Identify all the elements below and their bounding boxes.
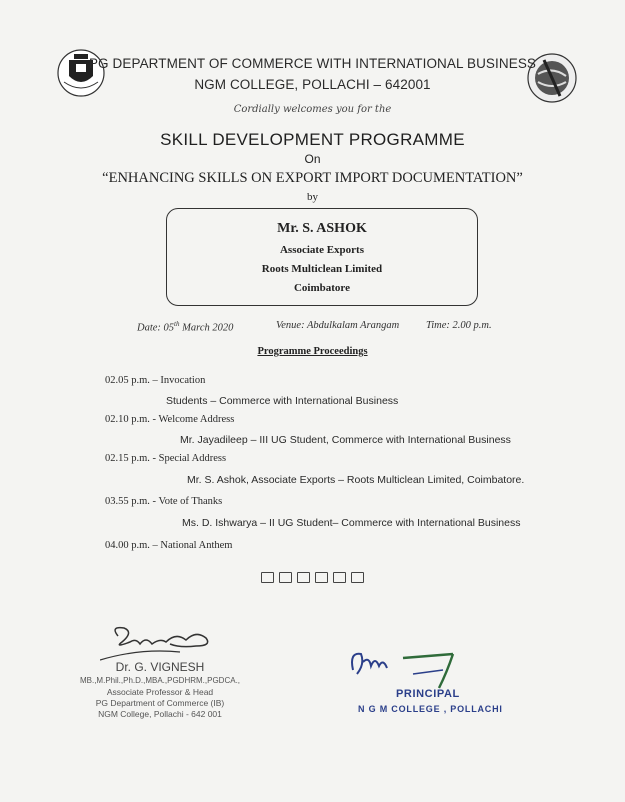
on-label: On bbox=[304, 152, 321, 166]
event-venue: Venue: Abdulkalam Arangam bbox=[276, 320, 400, 331]
ornament-icon bbox=[279, 572, 292, 583]
proceeding-time-5: 04.00 p.m. – National Anthem bbox=[105, 540, 233, 551]
ornament-icon bbox=[297, 572, 310, 583]
ornament-icon bbox=[315, 572, 328, 583]
proceeding-time-3: 02.15 p.m. - Special Address bbox=[105, 453, 227, 464]
speaker-company: Roots Multiclean Limited bbox=[261, 263, 383, 275]
college-address: NGM COLLEGE, POLLACHI – 642001 bbox=[194, 77, 431, 92]
decorative-ornaments bbox=[0, 570, 625, 588]
ornament-icon bbox=[333, 572, 346, 583]
principal-title: PRINCIPAL bbox=[396, 688, 460, 700]
event-time: Time: 2.00 p.m. bbox=[426, 320, 492, 331]
ornament-icon bbox=[261, 572, 274, 583]
hod-name: Dr. G. VIGNESH bbox=[115, 660, 205, 674]
proceeding-time-2: 02.10 p.m. - Welcome Address bbox=[105, 414, 235, 425]
proceeding-by-2: Mr. Jayadileep – III UG Student, Commerce with International Business bbox=[180, 434, 511, 446]
proceedings-heading: Programme Proceedings bbox=[257, 346, 368, 357]
proceeding-by-3: Mr. S. Ashok, Associate Exports – Roots Multiclean Limited, Coimbatore. bbox=[187, 474, 525, 486]
speaker-city: Coimbatore bbox=[293, 282, 350, 294]
hod-degrees: MB.,M.Phil.,Ph.D.,MBA.,PGDHRM.,PGDCA., bbox=[79, 676, 241, 685]
event-date: Date: 05th March 2020 bbox=[137, 320, 234, 334]
department-title: PG DEPARTMENT OF COMMERCE WITH INTERNATIONAL BUSINESS bbox=[88, 56, 537, 71]
principal-college: N G M COLLEGE , POLLACHI bbox=[358, 704, 503, 714]
welcome-line: Cordially welcomes you for the bbox=[233, 104, 392, 115]
speaker-name: Mr. S. ASHOK bbox=[277, 221, 367, 236]
programme-title: SKILL DEVELOPMENT PROGRAMME bbox=[160, 130, 465, 149]
hod-college: NGM College, Pollachi - 642 001 bbox=[98, 709, 222, 719]
ornament-icon bbox=[351, 572, 364, 583]
speaker-box bbox=[166, 208, 478, 306]
by-label: by bbox=[307, 191, 318, 203]
proceeding-time-1: 02.05 p.m. – Invocation bbox=[105, 375, 206, 386]
speaker-designation: Associate Exports bbox=[279, 244, 365, 256]
proceeding-time-4: 03.55 p.m. - Vote of Thanks bbox=[105, 496, 223, 507]
proceeding-by-4: Ms. D. Ishwarya – II UG Student– Commerce with International Business bbox=[182, 517, 521, 529]
hod-department: PG Department of Commerce (IB) bbox=[95, 698, 225, 708]
hod-role: Associate Professor & Head bbox=[106, 687, 214, 697]
proceeding-by-1: Students – Commerce with International Business bbox=[166, 395, 399, 407]
programme-topic: “ENHANCING SKILLS ON EXPORT IMPORT DOCUMENTATION” bbox=[102, 170, 523, 186]
